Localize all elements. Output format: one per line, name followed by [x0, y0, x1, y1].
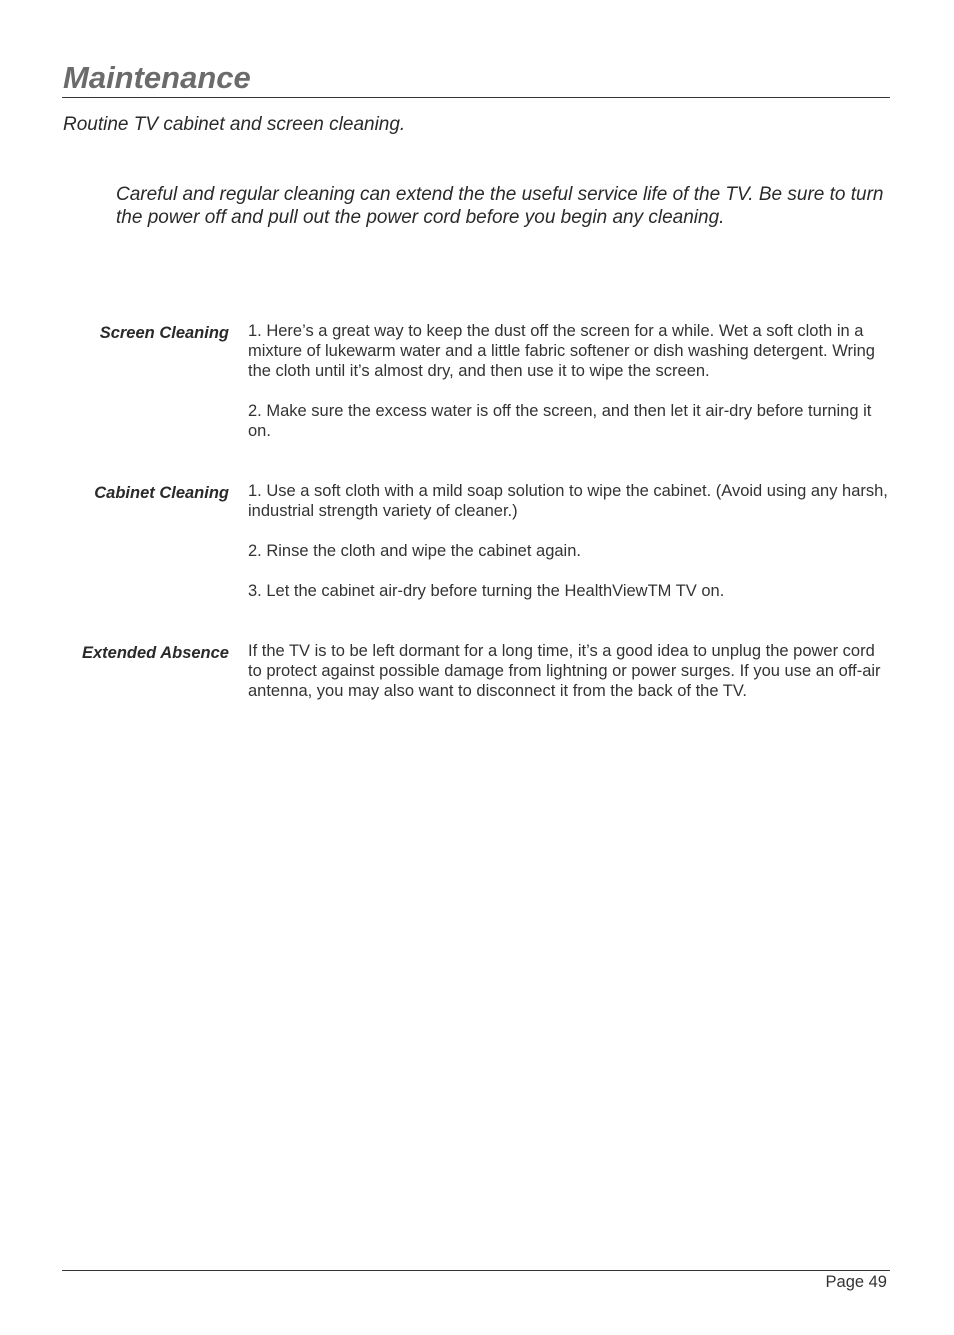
paragraph: 1. Use a soft cloth with a mild soap solution to wipe the cabinet. (Avoid using any harsh, industrial strength variety of cleaner.)	[248, 482, 888, 520]
page-subtitle: Routine TV cabinet and screen cleaning.	[63, 114, 406, 135]
paragraph: 3. Let the cabinet air-dry before turning the HealthViewTM TV on.	[248, 582, 725, 600]
paragraph: 1. Here’s a great way to keep the dust off the screen for a while. Wet a soft cloth in a mixture of lukewarm water and a little fabric softener or dish washing detergent. Wring the cloth until it’s almost dry, and then use it to wipe the screen.	[248, 322, 875, 380]
page-title: Maintenance	[63, 60, 251, 95]
section-label: Cabinet Cleaning	[94, 484, 229, 502]
section-label: Screen Cleaning	[99, 324, 229, 342]
paragraph: If the TV is to be left dormant for a long time, it’s a good idea to unplug the power cord to protect against possible damage from lightning or power surges. If you use an off-air antenna, you may also want to disconnect it from the back of the TV.	[248, 642, 881, 700]
paragraph: 2. Rinse the cloth and wipe the cabinet again.	[248, 542, 581, 560]
footer-divider	[62, 1270, 890, 1271]
intro-paragraph: Careful and regular cleaning can extend the the useful service life of the TV. Be sure to turn the power off and pull out the power cord before you begin any cleaning.	[116, 184, 884, 228]
paragraph: 2. Make sure the excess water is off the screen, and then let it air-dry before turning it on.	[248, 402, 872, 440]
section-label: Extended Absence	[81, 644, 229, 662]
section-body	[248, 641, 893, 701]
header-divider	[62, 97, 890, 98]
page-number: Page 49	[825, 1273, 887, 1291]
section-body	[248, 321, 893, 441]
section-body	[248, 481, 893, 601]
